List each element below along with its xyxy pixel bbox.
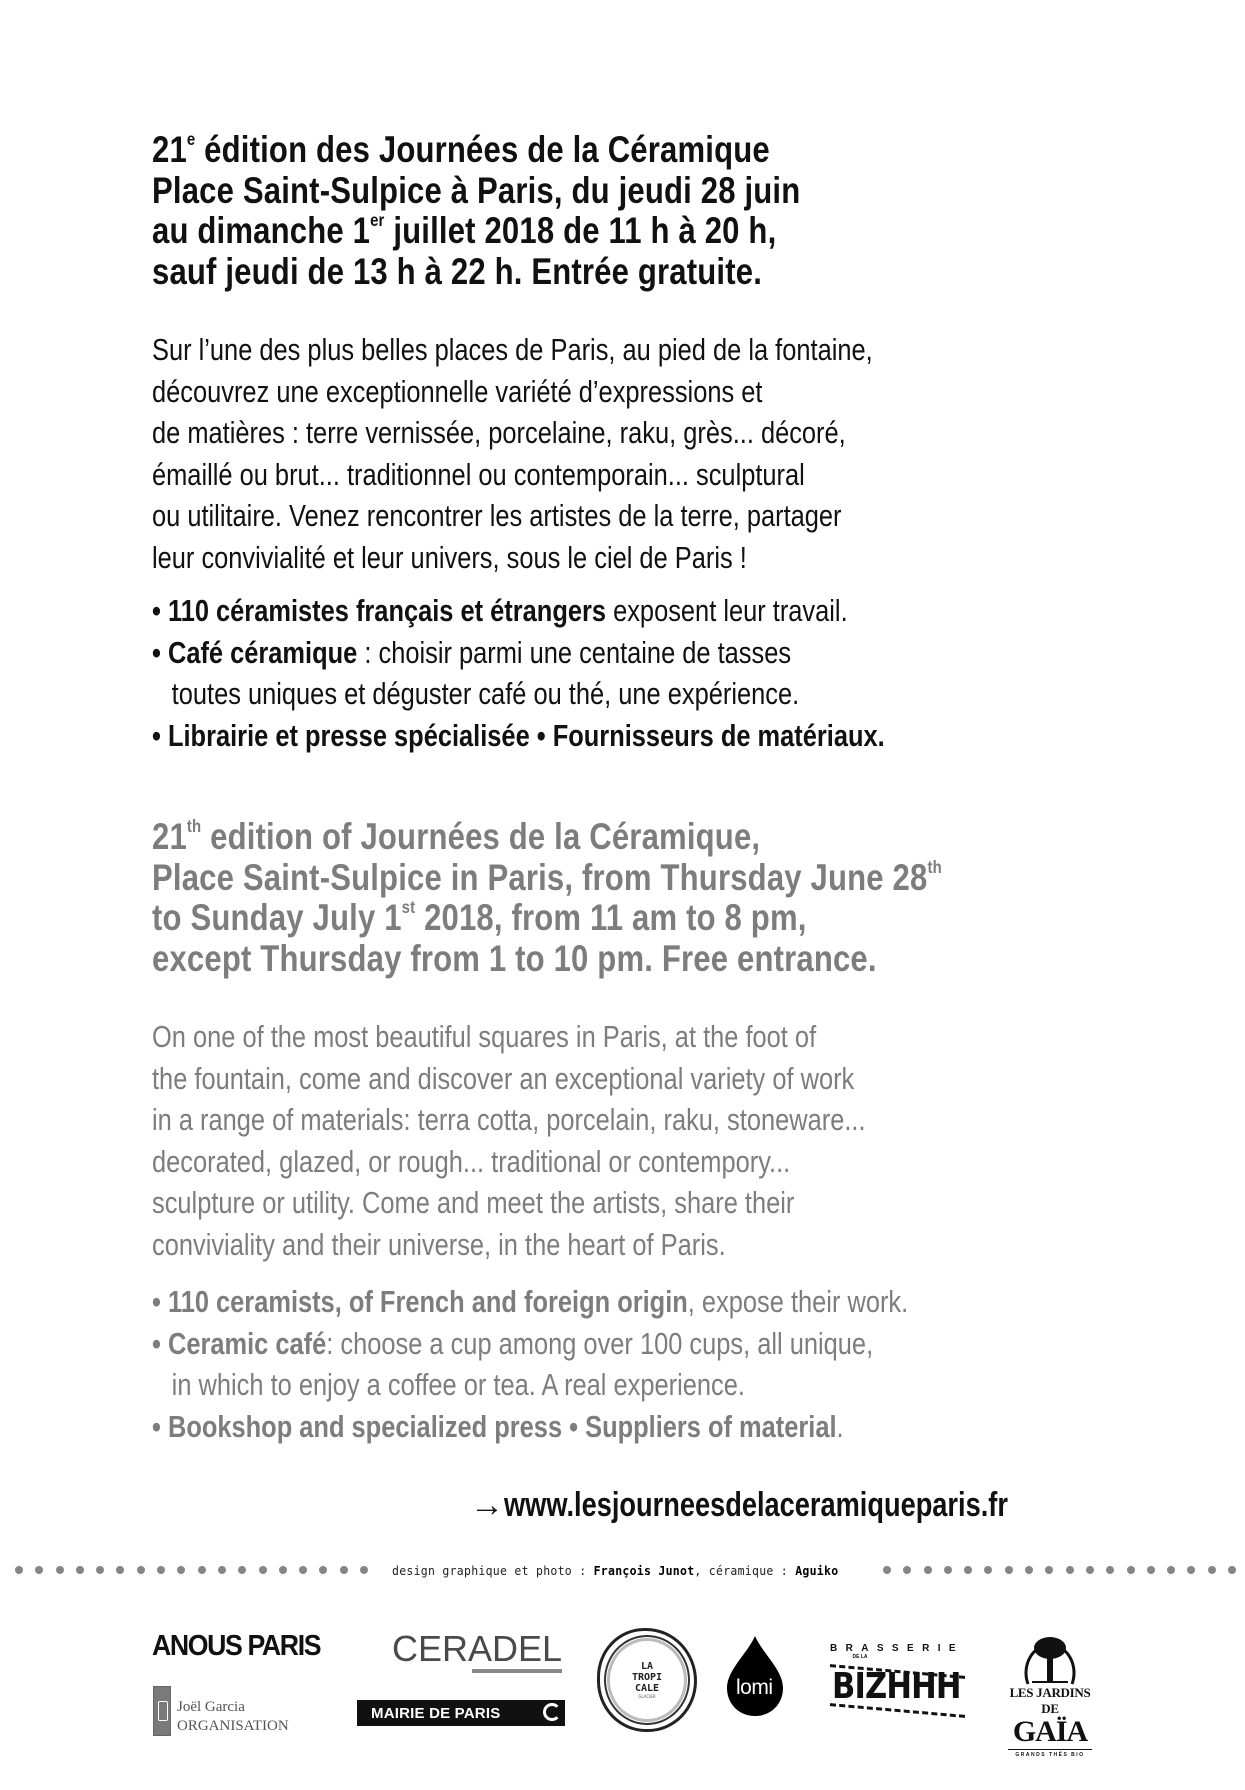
logo-brasserie-de-la-bizhhh: BRASSERIE DE LA BIZHHH <box>830 1643 965 1710</box>
separator-dot <box>137 1566 145 1574</box>
paragraph-line: sculpture or utility. Come and meet the artists, share their <box>152 1185 795 1220</box>
bullet-item: • 110 céramistes français et étrangers exposent leur travail. <box>152 593 848 628</box>
separator-dot <box>1086 1566 1094 1574</box>
website-link-row[interactable] <box>470 1486 1130 1525</box>
designer-name: François Junot <box>593 1563 695 1578</box>
separator-dot <box>35 1566 43 1574</box>
separator-dot <box>340 1566 348 1574</box>
separator-dot <box>1066 1566 1074 1574</box>
separator-dot <box>279 1566 287 1574</box>
paragraph-line: ou utilitaire. Venez rencontrer les artistes de la terre, partager <box>152 498 842 533</box>
separator-dot <box>883 1566 891 1574</box>
separator-dot <box>116 1566 124 1574</box>
separator-dot <box>360 1566 368 1574</box>
separator-dot <box>299 1566 307 1574</box>
paragraph-line: émaillé ou brut... traditionnel ou contemporain... sculptural <box>152 456 805 492</box>
paragraph-line: Sur l’une des plus belles places de Paris, au pied de la fontaine, <box>152 332 873 367</box>
tree-icon <box>1022 1626 1078 1686</box>
separator-dot <box>964 1566 972 1574</box>
separator-dot <box>96 1566 104 1574</box>
logo-la-tropicale: LA TROPI CALE GLACIER <box>597 1628 697 1732</box>
bullet-item: • Ceramic café: choose a cup among over 100 cups, all unique, <box>152 1325 874 1361</box>
lantern-icon <box>153 1686 171 1736</box>
french-heading-line-1: 21e édition des Journées de la Céramique <box>152 129 770 170</box>
separator-dot <box>903 1566 911 1574</box>
bullet-item: • Café céramique : choisir parmi une centaine de tasses <box>152 634 792 670</box>
paragraph-line: leur convivialité et leur univers, sous le ciel de Paris ! <box>152 539 747 575</box>
bullet-item: • Bookshop and specialized press • Suppliers of material. <box>152 1408 844 1444</box>
english-paragraph <box>152 1016 1054 1265</box>
separator-dot <box>319 1566 327 1574</box>
english-heading <box>152 817 992 979</box>
paragraph-line: the fountain, come and discover an exceptional variety of work <box>152 1060 855 1096</box>
bullet-item: • 110 ceramists, of French and foreign origin, expose their work. <box>152 1284 909 1319</box>
logo-joel-garcia-organisation: Joël Garcia ORGANISATION <box>153 1686 289 1736</box>
paragraph-line: découvrez une exceptionnelle variété d’expressions et <box>152 373 763 409</box>
separator-dot <box>177 1566 185 1574</box>
separator-dot <box>1147 1566 1155 1574</box>
english-heading-line-4: except Thursday from 1 to 10 pm. Free entrance. <box>152 937 877 979</box>
separator-dot <box>198 1566 206 1574</box>
separator-dot <box>924 1566 932 1574</box>
bullet-item-continuation: in which to enjoy a coffee or tea. A real experience. <box>171 1367 745 1402</box>
separator-dot <box>1228 1566 1236 1574</box>
paragraph-line: decorated, glazed, or rough... traditional or contempory... <box>152 1143 791 1179</box>
dotted-separator-right <box>883 1566 1245 1578</box>
english-heading-line-3: to Sunday July 1st 2018, from 11 am to 8 pm, <box>152 897 807 938</box>
paragraph-line: de matières : terre vernissée, porcelaine, raku, grès... décoré, <box>152 415 846 450</box>
french-heading <box>152 130 992 292</box>
separator-dot <box>1127 1566 1135 1574</box>
separator-dot <box>1005 1566 1013 1574</box>
paragraph-line: conviviality and their universe, in the heart of Paris. <box>152 1226 726 1262</box>
french-bullet-list <box>152 590 1054 756</box>
separator-dot <box>15 1566 23 1574</box>
separator-dot <box>1167 1566 1175 1574</box>
logo-lomi: lomi <box>727 1636 783 1716</box>
separator-dot <box>1208 1566 1216 1574</box>
separator-dot <box>218 1566 226 1574</box>
ceramist-name: Aguiko <box>795 1563 839 1578</box>
separator-dot <box>1106 1566 1114 1574</box>
paragraph-line: in a range of materials: terra cotta, porcelain, raku, stoneware... <box>152 1102 866 1137</box>
website-url-link[interactable]: www.lesjourneesdelaceramiqueparis.fr <box>504 1486 1008 1524</box>
bullet-item-continuation: toutes uniques et déguster café ou thé, une expérience. <box>171 676 800 711</box>
logo-les-jardins-de-gaia: LES JARDINS DE GAÏA GRANDS THÉS BIO <box>1000 1626 1100 1758</box>
right-arrow-icon: → <box>470 1486 504 1524</box>
french-heading-line-4: sauf jeudi de 13 h à 22 h. Entrée gratuite. <box>152 250 763 292</box>
separator-dot <box>1025 1566 1033 1574</box>
ceradel-underline <box>472 1669 562 1673</box>
separator-dot <box>1045 1566 1053 1574</box>
paris-ship-icon <box>543 1703 561 1721</box>
logo-ceradel: CERADEL <box>392 1628 563 1669</box>
separator-dot <box>1187 1566 1195 1574</box>
french-paragraph <box>152 329 1054 578</box>
separator-dot <box>238 1566 246 1574</box>
separator-dot <box>984 1566 992 1574</box>
french-heading-line-3: au dimanche 1er juillet 2018 de 11 h à 20 h, <box>152 210 777 251</box>
paragraph-line: On one of the most beautiful squares in Paris, at the foot of <box>152 1019 817 1054</box>
logo-mairie-de-paris: MAIRIE DE PARIS <box>357 1700 565 1726</box>
dotted-separator-left <box>15 1566 380 1578</box>
separator-dot <box>259 1566 267 1574</box>
separator-dot <box>76 1566 84 1574</box>
english-bullet-list <box>152 1281 1054 1447</box>
logo-anous-paris: ANOUS PARIS <box>152 1630 321 1662</box>
separator-dot <box>944 1566 952 1574</box>
separator-dot <box>157 1566 165 1574</box>
bullet-item: • Librairie et presse spécialisée • Fournisseurs de matériaux. <box>152 717 885 753</box>
design-credit: design graphique et photo : François Junot, céramique : Aguiko <box>392 1563 839 1578</box>
english-heading-line-1: 21th edition of Journées de la Céramique, <box>152 816 761 857</box>
french-heading-line-2: Place Saint-Sulpice à Paris, du jeudi 28 juin <box>152 169 801 211</box>
english-heading-line-2: Place Saint-Sulpice in Paris, from Thursday June 28th <box>152 856 942 898</box>
separator-dot <box>56 1566 64 1574</box>
